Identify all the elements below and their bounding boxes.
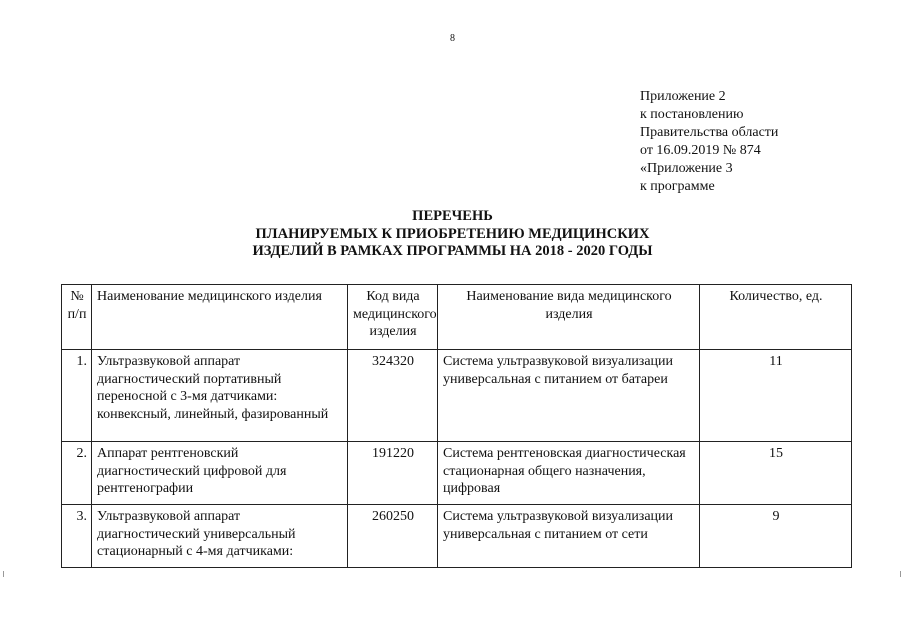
- title-line: ИЗДЕЛИЙ В РАМКАХ ПРОГРАММЫ НА 2018 - 2020 ГОДЫ: [252, 243, 653, 259]
- title-line: ПЛАНИРУЕМЫХ К ПРИОБРЕТЕНИЮ МЕДИЦИНСКИХ: [255, 225, 650, 242]
- table-row: [62, 505, 852, 568]
- page-number: 8: [450, 33, 455, 44]
- cell-quantity: 11: [700, 350, 852, 442]
- cell-device-name: Ультразвуковой аппарат диагностический универсальный стационарный с 4-мя датчиками:: [92, 505, 348, 568]
- cell-num: 1.: [62, 350, 92, 442]
- table-row: [62, 350, 852, 442]
- document-title: [150, 208, 755, 261]
- appendix-line: к программе: [640, 179, 715, 194]
- appendix-line: Правительства области: [640, 125, 779, 140]
- table-header-row: [62, 285, 852, 350]
- cell-quantity: 9: [700, 505, 852, 568]
- cell-type-name: Система рентгеновская диагностическая стационарная общего назначения, цифровая: [438, 442, 700, 505]
- appendix-line: к постановлению: [640, 107, 744, 122]
- header-num: № п/п: [62, 285, 92, 350]
- appendix-note: [640, 88, 890, 196]
- scan-edge-mark: [900, 571, 901, 577]
- cell-type-name: Система ультразвуковой визуализации универсальная с питанием от сети: [438, 505, 700, 568]
- cell-num: 3.: [62, 505, 92, 568]
- header-quantity: Количество, ед.: [700, 285, 852, 350]
- cell-type-name: Система ультразвуковой визуализации универсальная с питанием от батареи: [438, 350, 700, 442]
- header-type-name: Наименование вида медицинского изделия: [438, 285, 700, 350]
- cell-device-name: Ультразвуковой аппарат диагностический портативный переносной с 3-мя датчиками: конвексный, линейный, фазированный: [92, 350, 348, 442]
- appendix-line: Приложение 2: [640, 89, 726, 104]
- cell-type-code: 191220: [348, 442, 438, 505]
- appendix-line: «Приложение 3: [640, 161, 733, 176]
- medical-devices-table: [61, 284, 852, 568]
- table-row: [62, 442, 852, 505]
- header-type-code: Код вида медицинского изделия: [348, 285, 438, 350]
- cell-type-code: 260250: [348, 505, 438, 568]
- cell-type-code: 324320: [348, 350, 438, 442]
- cell-quantity: 15: [700, 442, 852, 505]
- scan-edge-mark: [3, 571, 4, 577]
- appendix-line: от 16.09.2019 № 874: [640, 143, 761, 158]
- cell-num: 2.: [62, 442, 92, 505]
- header-device-name: Наименование медицинского изделия: [92, 285, 348, 350]
- cell-device-name: Аппарат рентгеновский диагностический цифровой для рентгенографии: [92, 442, 348, 505]
- title-line: ПЕРЕЧЕНЬ: [412, 208, 493, 224]
